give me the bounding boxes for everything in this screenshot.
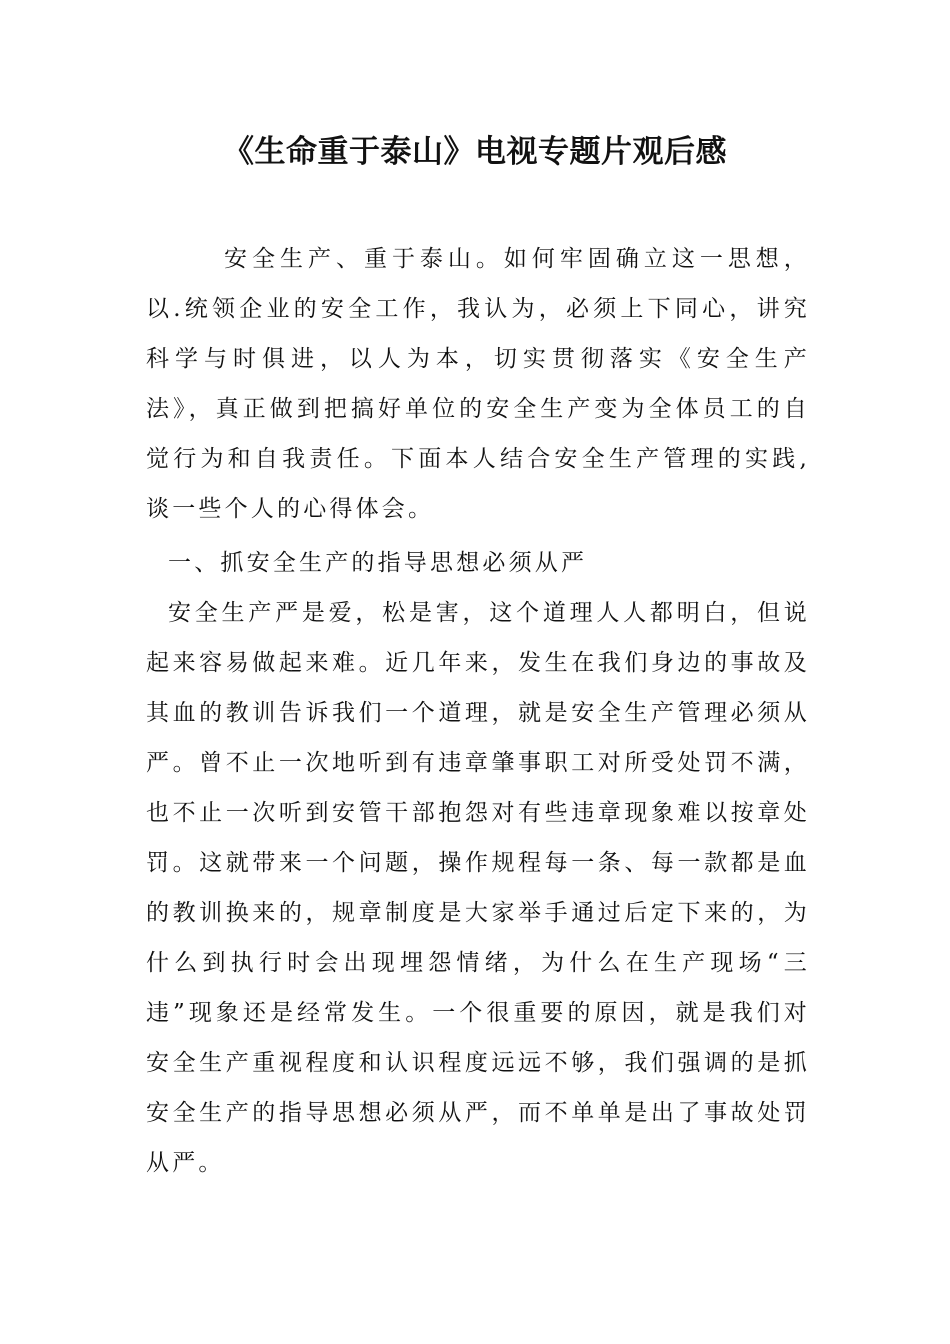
paragraph-section-one: 安全生产严是爱，松是害，这个道理人人都明白，但说起来容易做起来难。近几年来，发生在我们身边的事故及其血的教训告诉我们一个道理，就是安全生产管理必须从严。曾不止一次地听到有违章肇事职工对所受处罚不满，也不止一次听到安管干部抱怨对有些违章现象难以按章处罚。这就带来一个问题，操作规程每一条、每一款都是血的教训换来的，规章制度是大家举手通过后定下来的，为什么到执行时会出现埋怨情绪，为什么在生产现场“三违”现象还是经常发生。一个很重要的原因，就是我们对安全生产重视程度和认识程度远远不够，我们强调的是抓安全生产的指导思想必须从严，而不单单是出了事故处罚从严。 [146, 600, 810, 1176]
section-heading: 一、抓安全生产的指导思想必须从严 [168, 550, 588, 576]
document-title: 《生命重于泰山》电视专题片观后感 [223, 134, 727, 170]
paragraph-intro: 安全生产、重于泰山。如何牢固确立这一思想，以.统领企业的安全工作，我认为，必须上下同心，讲究科学与时俱进，以人为本，切实贯彻落实《安全生产法》，真正做到把搞好单位的安全生产变为全体员工的自觉行为和自我责任。下面本人结合安全生产管理的实践,谈一些个人的心得体会。 [146, 246, 810, 522]
document-body [146, 234, 810, 1188]
